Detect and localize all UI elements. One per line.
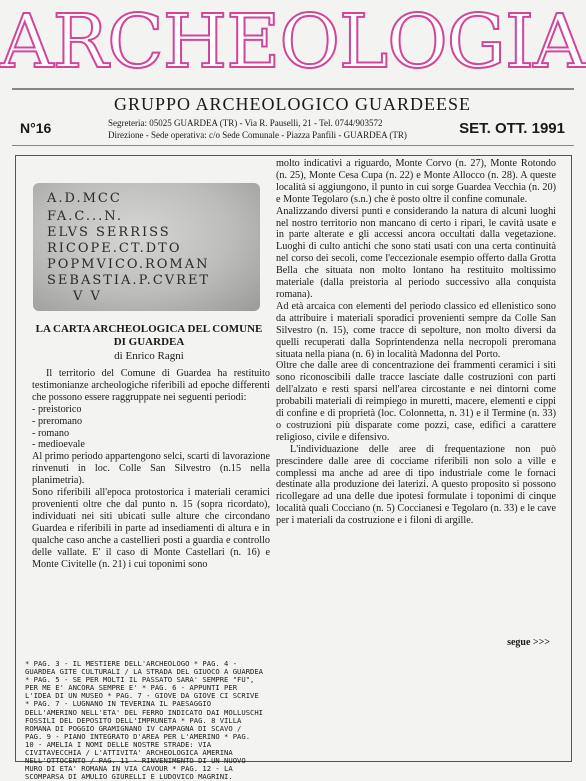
paragraph: molto indicativi a riguardo, Monte Corvo (n. 27), Monte Rotondo (n. 25), Monte Cesa Cupa (n. 22) e Monte Allocco (n. 28). A queste località si aggiungono, il punto in cui sorge Guardea Vecchia (n. 20) e Monte Tegolaro (s.n.) che è posto oltre il confine comunale. <box>276 158 556 205</box>
paragraph: Oltre che dalle aree di concentrazione dei frammenti ceramici i siti sono riconoscibili dalle tracce lasciate dalle costruzioni con parti dell'alzato e resti sparsi nell'area circostante e nei dintorni come probabili materiali di reimpiego in muretti, macere, elementi e cippi di confine e di proprietà (loc. Colonnetta, n. 31) e il Termine (n. 33) o costruzioni più disparate come pozzi, case, edifici a carattere religioso, civile e difensivo. <box>276 360 556 443</box>
inscription-line: SEBASTIA.P.CVRET <box>47 273 211 288</box>
paragraph: Sono riferibili all'epoca protostorica i materiali ceramici provenienti oltre che dal punto n. 15 (sopra ricordato), individuati nei siti ubicati sulle alture che circondano Guardea e riferibili in parte ad insediamenti di altura e in qualche caso anche a castellieri posti a guardia e controllo delle vallate. E' il caso di Monte Castellari (n. 16) e Monte Civitelle (n. 21) i cui toponimi sono <box>32 487 270 570</box>
list-item: - medioevale <box>32 439 85 451</box>
paragraph: L'individuazione delle aree di frequentazione non può prescindere dalle aree di cocciame riferibili non solo a ville e complessi ma anche ad aree di tipo industriale come le fornaci destinate alla produzione dei laterizi. A questo proposito si possono ricollegare ad una delle due ipotesi formulate i toponimi di cinque località quali Cocciano (n. 5) Coccianesi e Tegolaro (n. 33) e le cave per i materiali da costruzione e i filoni di argille. <box>276 443 556 527</box>
inscription-line: V V <box>73 289 102 304</box>
inscription-line: POPMVICO.ROMAN <box>47 257 210 272</box>
list-item: - preromano <box>32 415 83 427</box>
paragraph: Analizzando diversi punti e considerando la natura di alcuni luoghi nel nostro territorio non mancano di certo i ripari, le cavità usate e in parte alterate e gli accessi ancora occultati dalla vegetazione. Luoghi di culto antichi che sono stati usati con una certa continuità nel corso dei secoli, come l'eccezionale esempio offerto dalla Grotta Bella che situata non molto lontano ha restituito moltissimo materiale (dalla preistoria al periodo successivo alla conquista romana). <box>276 205 556 300</box>
list-item: - romano <box>32 427 70 439</box>
inscription-line: ELVS SERRISS <box>47 225 171 240</box>
address-block <box>108 117 407 141</box>
inscription-photo <box>33 183 260 311</box>
article-column-right <box>276 158 556 527</box>
inscription-line: A.D.MCC <box>47 191 122 206</box>
paragraph: Il territorio del Comune di Guardea ha restituito testimonianze archeologiche riferibili ad epoche differenti che possono essere raggruppate nei seguenti periodi: <box>32 368 270 403</box>
inscription-line: RICOPE.CT.DTO <box>47 241 182 256</box>
article-title: LA CARTA ARCHEOLOGICA DEL COMUNE DI GUARDEA <box>35 323 263 348</box>
masthead-title: ARCHEOLOGIA <box>0 0 586 85</box>
header-rule-bottom <box>12 145 574 146</box>
inscription-line: FA.C...N. <box>47 209 123 224</box>
issue-number: N°16 <box>20 120 52 136</box>
contents-index: * PAG. 3 - IL MESTIERE DELL'ARCHEOLOGO * PAG. 4 - GUARDEA GITE CULTURALI / LA STRADA DEL GIUOCO A GUARDEA * PAG. 5 - SE PER MOLTI IL PASSATO SARA' SEMPRE "FU", PER ME E' ANCORA SEMPRE E' * PAG. 6 - APPUNTI PER L'IDEA DI UN MUSEO * PAG. 7 - GIOVE DA GIOVE CI SCRIVE * PAG. 7 - LUGNANO IN TEVERINA IL PAESAGGIO DELL'AMERINO NELL'ETA' DEL FERRO INDICATO DAI MOLLUSCHI FOSSILI DEL DEPOSITO DELL'IMPRUNETA * PAG. 8 VILLA ROMANA DI POGGIO GRAMIGNANO IV CAMPAGNA DI SCAVO / PAG. 9 - PIANO INTEGRATO D'AREA PER L'AMERINO * PAG. 10 - AMELIA I NOMI DELLE NOSTRE STRADE: VIA CIVITAVECCHIA / L'ATTIVITA' ARCHEOLOGICA AMERINA NELL'OTTOCENTO / PAG. 11 - RINVENIMENTO DI UN NUOVO MURO DI ETA' ROMANA IN VIA CAVOUR * PAG. 12 - LA SCOMPARSA DI AMULIO GIURELLI E LUDOVICO MAGRINI. <box>25 659 263 781</box>
address-line: Direzione - Sede operativa: c/o Sede Comunale - Piazza Panfili - GUARDEA (TR) <box>108 130 407 140</box>
header-rule-top <box>12 88 574 90</box>
paragraph: Ad età arcaica con elementi del periodo classico ed ellenistico sono da attribuire i materiali sporadici provenienti sempre da Colle San Silvestro (n. 15), come tracce di sepolture, non molto diversi da quelli recuperati dalla Soprintendenza nella necropoli preromana situata nella piana (n. 6) in località Madonna del Porto. <box>276 300 556 360</box>
paragraph: Al primo periodo appartengono selci, scarti di lavorazione rinvenuti in loc. Colle San Silvestro (n.15 nella planimetria). <box>32 451 270 487</box>
issue-date: SET. OTT. 1991 <box>459 120 565 137</box>
article-column-left <box>32 368 270 570</box>
continue-link[interactable]: segue >>> <box>507 637 550 648</box>
address-line: Segreteria: 05025 GUARDEA (TR) - Via R. Pauselli, 21 - Tel. 0744/903572 <box>108 118 383 128</box>
group-name: GRUPPO ARCHEOLOGICO GUARDEESE <box>113 94 472 114</box>
list-item: - preistorico <box>32 403 82 415</box>
article-author: di Enrico Ragni <box>114 350 184 362</box>
